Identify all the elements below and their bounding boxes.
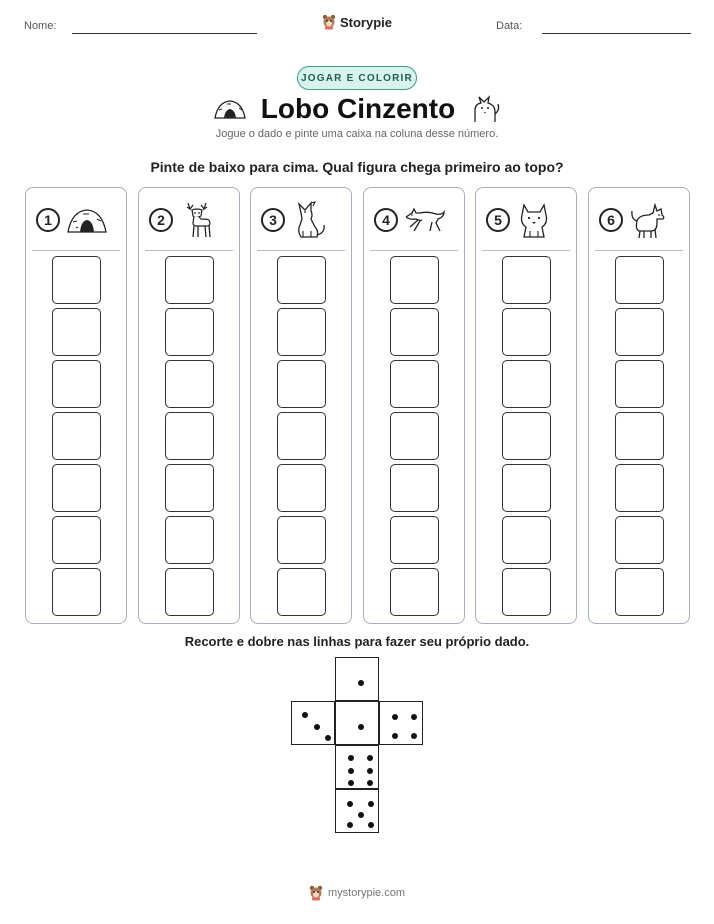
color-box[interactable]: [165, 308, 214, 356]
column-header: [374, 202, 458, 238]
die-pip: [411, 714, 417, 720]
wolf-pup-icon: [469, 94, 501, 124]
color-box[interactable]: [277, 360, 326, 408]
howling-wolf-icon: [291, 201, 327, 239]
color-box[interactable]: [390, 568, 439, 616]
color-box[interactable]: [52, 360, 101, 408]
color-box[interactable]: [52, 256, 101, 304]
date-label: Data:: [496, 20, 523, 32]
die-pip: [392, 714, 398, 720]
die-pip: [367, 780, 373, 786]
wolf-pup-icon: [516, 201, 552, 239]
color-box[interactable]: [277, 308, 326, 356]
column-4: [363, 187, 465, 624]
die-pip: [368, 822, 374, 828]
die-pip: [368, 801, 374, 807]
column-number: 3: [261, 208, 285, 232]
category-badge: JOGAR E COLORIR: [297, 66, 417, 90]
color-box[interactable]: [615, 568, 664, 616]
die-pip: [347, 822, 353, 828]
den-icon: [66, 206, 108, 234]
color-box[interactable]: [502, 308, 551, 356]
standing-wolf-icon: [629, 201, 669, 239]
column-header: [599, 202, 683, 238]
color-box[interactable]: [390, 308, 439, 356]
column-header: [486, 202, 570, 238]
footer: [0, 885, 714, 901]
column-number: 2: [149, 208, 173, 232]
die-pip: [367, 755, 373, 761]
color-box[interactable]: [390, 412, 439, 460]
color-box[interactable]: [165, 568, 214, 616]
color-box[interactable]: [390, 516, 439, 564]
column-number: 5: [486, 208, 510, 232]
color-box[interactable]: [277, 568, 326, 616]
column-6: [588, 187, 690, 624]
name-line: [72, 33, 257, 34]
die-pip: [348, 768, 354, 774]
color-box[interactable]: [502, 568, 551, 616]
name-label: Nome:: [24, 20, 57, 32]
die-pip: [348, 755, 354, 761]
color-box[interactable]: [502, 360, 551, 408]
die-pip: [411, 733, 417, 739]
running-wolf-icon: [404, 207, 446, 233]
column-number: 1: [36, 208, 60, 232]
column-number: 4: [374, 208, 398, 232]
column-2: [138, 187, 240, 624]
column-3: [250, 187, 352, 624]
storypie-logo-icon: [322, 14, 336, 30]
die-face-1: [335, 701, 379, 745]
color-box[interactable]: [165, 412, 214, 460]
color-box[interactable]: [615, 308, 664, 356]
die-pip: [314, 724, 320, 730]
die-pip: [367, 768, 373, 774]
die-pip: [347, 801, 353, 807]
color-box[interactable]: [615, 360, 664, 408]
color-box[interactable]: [277, 412, 326, 460]
color-box[interactable]: [502, 412, 551, 460]
page-title: Lobo Cinzento: [260, 93, 456, 124]
brand-name: Storypie: [339, 14, 392, 30]
die-pip: [348, 780, 354, 786]
color-box[interactable]: [502, 256, 551, 304]
die-pip: [392, 733, 398, 739]
footer-url: mystorypie.com: [327, 887, 406, 899]
title-row: [0, 90, 714, 128]
die-pip: [302, 712, 308, 718]
color-box[interactable]: [277, 464, 326, 512]
color-box[interactable]: [615, 516, 664, 564]
color-box[interactable]: [277, 256, 326, 304]
color-box[interactable]: [615, 256, 664, 304]
column-header: [261, 202, 345, 238]
subtitle: Jogue o dado e pinte uma caixa na coluna desse número.: [215, 128, 499, 140]
column-1: [25, 187, 127, 624]
color-box[interactable]: [165, 256, 214, 304]
column-5: [475, 187, 577, 624]
die-pip: [358, 680, 364, 686]
column-header: [149, 202, 233, 238]
die-face-6: [335, 745, 379, 789]
die-face-1: [335, 657, 379, 701]
color-box[interactable]: [52, 412, 101, 460]
die-face-4: [379, 701, 423, 745]
color-box[interactable]: [52, 568, 101, 616]
storypie-logo-icon: [309, 885, 323, 901]
color-box[interactable]: [52, 464, 101, 512]
die-pip: [325, 735, 331, 741]
color-box[interactable]: [52, 308, 101, 356]
color-box[interactable]: [277, 516, 326, 564]
color-box[interactable]: [52, 516, 101, 564]
die-pip: [358, 812, 364, 818]
color-box[interactable]: [390, 256, 439, 304]
den-icon: [213, 98, 247, 120]
color-box[interactable]: [165, 360, 214, 408]
die-pip: [358, 724, 364, 730]
color-box[interactable]: [615, 412, 664, 460]
instruction: Pinte de baixo para cima. Qual figura chega primeiro ao topo?: [150, 159, 564, 175]
color-box[interactable]: [390, 360, 439, 408]
color-box[interactable]: [165, 464, 214, 512]
column-header: [36, 202, 120, 238]
color-box[interactable]: [502, 464, 551, 512]
brand: [0, 14, 714, 30]
column-number: 6: [599, 208, 623, 232]
color-box[interactable]: [502, 516, 551, 564]
deer-icon: [179, 201, 215, 239]
color-box[interactable]: [615, 464, 664, 512]
color-box[interactable]: [165, 516, 214, 564]
die-face-5: [335, 789, 379, 833]
date-line: [542, 33, 691, 34]
die-face-3: [291, 701, 335, 745]
cut-instruction: Recorte e dobre nas linhas para fazer seu próprio dado.: [184, 634, 530, 649]
color-box[interactable]: [390, 464, 439, 512]
